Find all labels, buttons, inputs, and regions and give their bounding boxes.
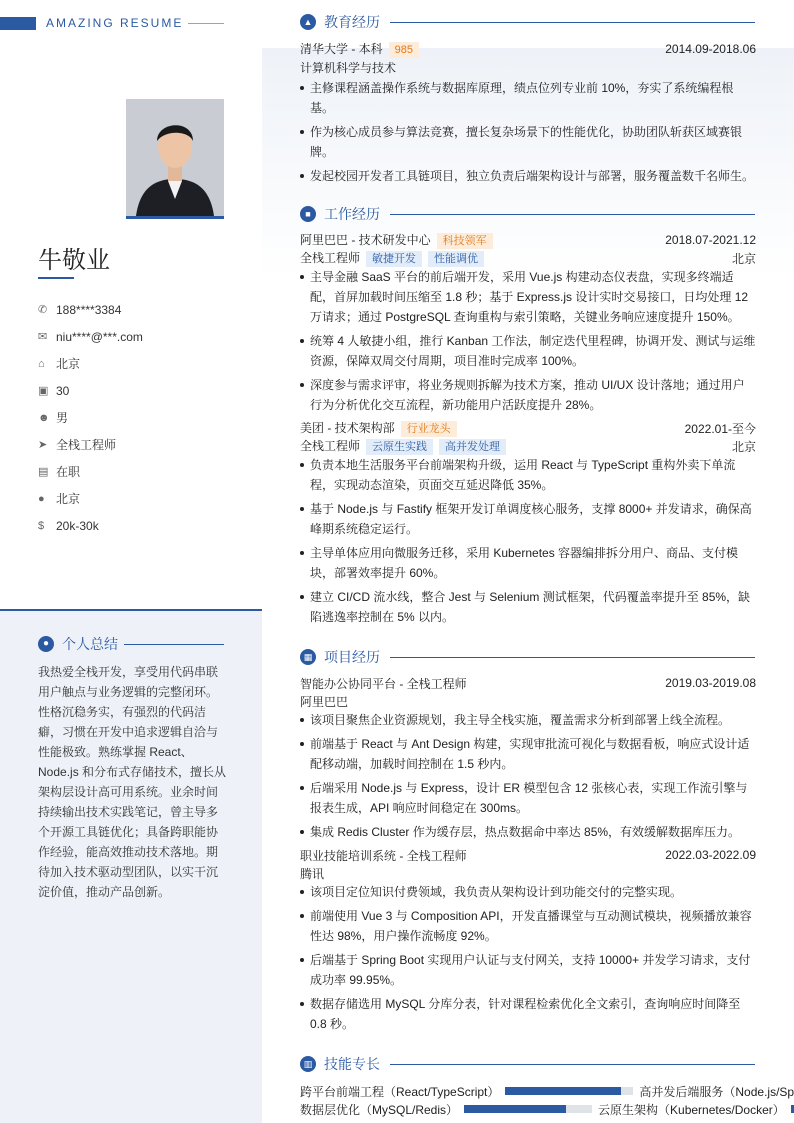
job-1-role-row xyxy=(300,249,756,267)
job-2-tag: 云原生实践 xyxy=(366,439,433,455)
job-1-date: 2018.07-2021.12 xyxy=(665,233,756,247)
project-2 xyxy=(300,846,756,1038)
job-2-role: 全栈工程师 xyxy=(300,439,361,453)
list-item: 数据存储选用 MySQL 分库分表，针对课程检索优化全文索引，查询响应时间降至 0.8 秒。 xyxy=(300,994,756,1034)
user-icon: ● xyxy=(38,636,54,652)
project-2-bullets xyxy=(300,882,756,1034)
salary-icon: $ xyxy=(38,519,45,532)
info-position xyxy=(38,431,143,458)
summary-title: 个人总结 xyxy=(62,636,118,652)
list-item: 前端使用 Vue 3 与 Composition API，开发直播课堂与互动测试模块，视频播放兼容性达 98%，用户操作流畅度 92%。 xyxy=(300,906,756,946)
skill-bar xyxy=(505,1087,633,1095)
work-header xyxy=(300,204,755,224)
info-age xyxy=(38,377,143,404)
send-icon: ➤ xyxy=(38,439,48,451)
job-1-company-tag: 科技领军 xyxy=(437,233,493,249)
info-email-value: niu****@***.com xyxy=(56,329,143,344)
skills-title: 技能专长 xyxy=(324,1056,380,1072)
project-1-org: 阿里巴巴 xyxy=(300,694,349,709)
mail-icon: ✉ xyxy=(38,331,48,343)
school-tag: 985 xyxy=(389,42,419,58)
project-2-header xyxy=(300,846,756,864)
info-home-value: 北京 xyxy=(56,357,81,371)
major-row xyxy=(300,58,756,76)
job-1-company: 阿里巴巴 - 技术研发中心 xyxy=(300,233,431,247)
project-2-name: 职业技能培训系统 - 全栈工程师 xyxy=(300,848,467,863)
job-2-tag: 高并发处理 xyxy=(439,439,506,455)
education-title: 教育经历 xyxy=(324,14,380,30)
list-item: 深度参与需求评审，将业务规则拆解为技术方案，推动 UI/UX 设计落地；通过用户行为分析优化交互流程，新功能用户活跃度提升 28%。 xyxy=(300,375,756,415)
skill-bar-fill xyxy=(505,1087,620,1095)
candidate-name: 牛敬业 xyxy=(38,247,110,274)
sidebar xyxy=(0,0,262,1123)
bar-chart-icon: ▥ xyxy=(300,1056,316,1072)
project-1-name: 智能办公协同平台 - 全栈工程师 xyxy=(300,676,467,691)
project-2-date: 2022.03-2022.09 xyxy=(665,848,756,862)
job-1-city: 北京 xyxy=(731,251,756,266)
info-home xyxy=(38,350,143,377)
list-item: 主导金融 SaaS 平台的前后端开发，采用 Vue.js 构建动态仪表盘，实现多终端适配，首屏加载时间压缩至 1.8 秒；基于 Express.js 设计实时交易接口，日均处理 12 万请求；通过 PostgreSQL 查询重构与索引策略，关键业务响应速度提升 150%。 xyxy=(300,267,756,327)
list-item: 主修课程涵盖操作系统与数据库原理，绩点位列专业前 10%，夯实了系统编程根基。 xyxy=(300,78,756,118)
job-2-header xyxy=(300,419,756,437)
projects-title-line xyxy=(390,657,755,658)
education-date: 2014.09-2018.06 xyxy=(665,42,756,56)
summary-text: 我热爱全栈开发，享受用代码串联用户触点与业务逻辑的完整闭环。性格沉稳务实，有强烈的代码洁癖，习惯在开发中追求逻辑自洽与性能极致。熟练掌握 React、Node.js 和分布式存储技术，擅长从架构层设计高可用系统。业余时间持续输出技术实践笔记，曾主导多个开源工具链优化；具备跨职能协作经验，能高效推动技术落地。期待加入技术驱动型团队，以实干沉淀价值，推动产品创新。 xyxy=(38,665,227,899)
graduation-cap-icon: ▲ xyxy=(300,14,316,30)
job-1-tag: 性能调优 xyxy=(428,251,484,267)
list-item: 发起校园开发者工具链项目，独立负责后端架构设计与部署，服务覆盖数千名师生。 xyxy=(300,166,756,186)
brand-title: AMAZING RESUME xyxy=(46,16,184,30)
job-1-header xyxy=(300,231,756,249)
work-title: 工作经历 xyxy=(324,206,380,222)
education-row xyxy=(300,40,756,58)
major: 计算机科学与技术 xyxy=(300,60,397,75)
info-status xyxy=(38,458,143,485)
skill-bar xyxy=(464,1105,592,1113)
list-item: 主导单体应用向微服务迁移，采用 Kubernetes 容器编排拆分用户、商品、支付模块，部署效率提升 60%。 xyxy=(300,543,756,583)
list-item: 负责本地生活服务平台前端架构升级，运用 React 与 TypeScript 重构外卖下单流程，实现动态渲染，页面交互延迟降低 35%。 xyxy=(300,455,756,495)
info-gender xyxy=(38,404,143,431)
work-job-2 xyxy=(300,419,756,631)
briefcase-icon: ■ xyxy=(300,206,316,222)
skill-name: 数据层优化（MySQL/Redis） xyxy=(300,1102,459,1117)
summary-header xyxy=(38,634,224,654)
name-underline xyxy=(38,277,74,279)
list-item: 后端采用 Node.js 与 Express，设计 ER 模型包含 12 张核心表，实现工作流引擎与报表生成，API 响应时间稳定在 300ms。 xyxy=(300,778,756,818)
project-1-org-row xyxy=(300,692,756,710)
info-age-value: 30 xyxy=(56,383,70,398)
education-bullets xyxy=(300,78,756,186)
info-location xyxy=(38,485,143,512)
skills-title-line xyxy=(390,1064,755,1065)
info-status-value: 在职 xyxy=(56,465,81,479)
job-1-role: 全栈工程师 xyxy=(300,251,361,265)
list-item: 集成 Redis Cluster 作为缓存层，热点数据命中率达 85%，有效缓解数据库压力。 xyxy=(300,822,756,842)
skills-list xyxy=(300,1082,794,1123)
list-item: 统筹 4 人敏捷小组，推行 Kanban 工作法，制定迭代里程碑，协调开发、测试与运维资源，保障双周交付周期，项目准时完成率 100%。 xyxy=(300,331,756,371)
personal-info xyxy=(38,296,143,539)
job-2-company: 美团 - 技术架构部 xyxy=(300,421,395,435)
project-1 xyxy=(300,674,756,846)
location-icon: ● xyxy=(38,492,45,505)
job-2-bullets xyxy=(300,455,756,627)
skill-bar-fill xyxy=(464,1105,566,1113)
skill-row-2 xyxy=(300,1100,794,1118)
info-location-value: 北京 xyxy=(56,492,81,506)
projects-title: 项目经历 xyxy=(324,649,380,665)
info-email xyxy=(38,323,143,350)
job-1-bullets xyxy=(300,267,756,415)
summary-title-line xyxy=(124,644,224,645)
list-item: 建立 CI/CD 流水线，整合 Jest 与 Selenium 测试框架，代码覆盖率提升至 85%，缺陷逃逸率控制在 5% 以内。 xyxy=(300,587,756,627)
brand-line xyxy=(188,23,224,24)
skill-name: 高并发后端服务（Node.js/Sp xyxy=(639,1084,794,1099)
brand-bar xyxy=(0,17,36,30)
info-phone-value: 188****3384 xyxy=(56,302,122,317)
briefcase-icon: ▤ xyxy=(38,466,49,478)
education-block xyxy=(300,40,756,190)
phone-icon: ✆ xyxy=(38,304,48,316)
school-name: 清华大学 - 本科 xyxy=(300,42,383,56)
gender-icon: ☻ xyxy=(38,411,50,424)
work-title-line xyxy=(390,214,755,215)
list-item: 基于 Node.js 与 Fastify 框架开发订单调度核心服务，支撑 8000+ 并发请求，确保高峰期系统稳定运行。 xyxy=(300,499,756,539)
project-1-date: 2019.03-2019.08 xyxy=(665,676,756,690)
info-phone xyxy=(38,296,143,323)
info-salary-value: 20k-30k xyxy=(56,518,99,533)
profile-photo xyxy=(126,99,224,219)
project-2-org: 腾讯 xyxy=(300,866,325,881)
job-2-company-tag: 行业龙头 xyxy=(401,421,457,437)
education-header xyxy=(300,12,755,32)
work-job-1 xyxy=(300,231,756,419)
list-item: 作为核心成员参与算法竞赛，擅长复杂场景下的性能优化，协助团队斩获区域赛银牌。 xyxy=(300,122,756,162)
list-item: 该项目定位知识付费领域，我负责从架构设计到功能交付的完整实现。 xyxy=(300,882,756,902)
cake-icon: ▣ xyxy=(38,385,49,397)
job-2-date: 2022.01-至今 xyxy=(684,421,756,436)
list-item: 前端基于 React 与 Ant Design 构建，实现审批流可视化与数据看板，响应式设计适配移动端，加载时间控制在 1.5 秒内。 xyxy=(300,734,756,774)
project-1-bullets xyxy=(300,710,756,842)
skill-row-1 xyxy=(300,1082,794,1100)
job-2-city: 北京 xyxy=(731,439,756,454)
skill-name: 云原生架构（Kubernetes/Docker） xyxy=(598,1102,785,1117)
education-title-line xyxy=(390,22,755,23)
skills-header xyxy=(300,1054,755,1074)
project-1-header xyxy=(300,674,756,692)
projects-header xyxy=(300,647,755,667)
info-salary xyxy=(38,512,143,539)
info-gender-value: 男 xyxy=(56,411,69,425)
info-position-value: 全栈工程师 xyxy=(56,438,117,452)
job-2-role-row xyxy=(300,437,756,455)
skill-name: 跨平台前端工程（React/TypeScript） xyxy=(300,1084,500,1099)
grid-icon: ▦ xyxy=(300,649,316,665)
list-item: 后端基于 Spring Boot 实现用户认证与支付网关，支持 10000+ 并发学习请求，支付成功率 99.95%。 xyxy=(300,950,756,990)
project-2-org-row xyxy=(300,864,756,882)
home-icon: ⌂ xyxy=(38,357,45,370)
job-1-tag: 敏捷开发 xyxy=(366,251,422,267)
list-item: 该项目聚焦企业资源规划，我主导全栈实施，覆盖需求分析到部署上线全流程。 xyxy=(300,710,756,730)
